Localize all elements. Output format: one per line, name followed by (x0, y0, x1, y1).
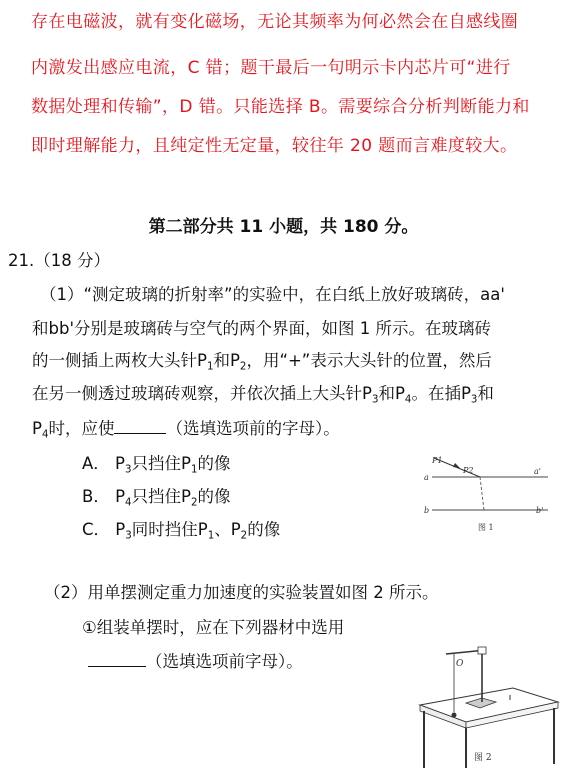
subscript: 1 (206, 361, 214, 373)
part2-line-3 (88, 651, 303, 673)
option-b (82, 486, 231, 508)
part1-line-1: （1）“测定玻璃的折射率”的实验中，在白纸上放好玻璃砖，aa' (40, 285, 505, 304)
subscript: 1 (207, 530, 215, 542)
fig1-label-b-prime: b' (536, 506, 544, 515)
text-segment: 的像 (247, 520, 281, 539)
subscript: 3 (125, 530, 132, 542)
explanation-line-4: 即时理解能力，且纯定性无定量，较往年 20 题而言难度较大。 (31, 136, 518, 156)
subscript: 3 (371, 394, 379, 406)
part1-line-5 (32, 418, 340, 440)
text-segment: P (115, 520, 126, 539)
figure-2-diagram (418, 640, 563, 770)
subscript: 4 (41, 429, 49, 441)
text-segment: 同时挡住P (131, 520, 208, 539)
question-number: 21. (8, 251, 35, 270)
answer-blank[interactable] (114, 418, 166, 434)
text-segment: P (115, 454, 125, 473)
question-number-line (8, 250, 110, 272)
fig2-label-o: O (456, 659, 464, 669)
text-segment: 和 (477, 384, 494, 403)
explanation-line-1: 存在电磁波，就有变化磁场，无论其频率为何必然会在自感线圈 (31, 12, 519, 32)
text-segment: ，用“+”表示大头针的位置，然后 (246, 351, 492, 370)
text-segment: P (32, 419, 42, 438)
subscript: 3 (125, 464, 132, 476)
fig1-label-a: a (424, 473, 429, 482)
question-score: （18 分） (34, 251, 110, 270)
fig1-label-p1: P1 (432, 456, 443, 465)
option-label: C． (82, 520, 111, 539)
text-segment: 在另一侧透过玻璃砖观察，并依次插上大头针P (32, 384, 372, 403)
text-segment: 的一侧插上两枚大头针P (32, 351, 207, 370)
option-a (82, 453, 230, 475)
text-segment: 只挡住P (131, 487, 191, 506)
subscript: 4 (125, 497, 132, 509)
text-segment: 时，应使 (48, 419, 115, 438)
part2-line-1: （2）用单摆测定重力加速度的实验装置如图 2 所示。 (44, 583, 439, 602)
fig1-label-a-prime: a' (534, 467, 541, 476)
text-segment: 和P (213, 351, 240, 370)
explanation-line-2: 内激发出感应电流，C 错；题干最后一句明示卡内芯片可“进行 (31, 58, 511, 78)
figure-1-diagram (420, 455, 550, 540)
subscript: 2 (240, 530, 248, 542)
answer-blank[interactable] (88, 651, 146, 667)
fig1-label-p2: P2 (463, 466, 474, 475)
fig2-caption: 图 2 (474, 753, 492, 763)
subscript: 3 (470, 394, 478, 406)
part1-line-2: 和bb'分别是玻璃砖与空气的两个界面，如图 1 所示。在玻璃砖 (32, 319, 491, 338)
fig1-label-b: b (424, 506, 430, 515)
option-label: B． (82, 487, 110, 506)
text-segment: P (115, 487, 126, 506)
text-segment: 。在插P (411, 384, 471, 403)
part2-line-2: ①组装单摆时，应在下列器材中选用 (82, 618, 345, 637)
text-segment: 的像 (197, 454, 231, 473)
text-segment: 和P (378, 384, 405, 403)
option-c (82, 519, 280, 541)
part1-line-4 (32, 383, 494, 405)
explanation-line-3: 数据处理和传输”，D 错。只能选择 B。需要综合分析判断能力和 (31, 97, 530, 117)
subscript: 2 (191, 497, 198, 509)
subscript: 1 (190, 464, 198, 476)
subscript: 2 (239, 361, 247, 373)
text-segment: 、P (214, 520, 241, 539)
option-label: A． (82, 454, 110, 473)
text-segment: 只挡住P (131, 454, 191, 473)
fig1-caption: 图 1 (478, 523, 494, 532)
section-heading: 第二部分共 11 小题，共 180 分。 (148, 217, 419, 237)
subscript: 4 (404, 394, 412, 406)
part1-line-3 (32, 350, 492, 372)
text-segment: 的像 (197, 487, 231, 506)
text-segment: （选填选项前字母）。 (146, 652, 303, 671)
text-segment: （选填选项前的字母）。 (166, 419, 340, 438)
